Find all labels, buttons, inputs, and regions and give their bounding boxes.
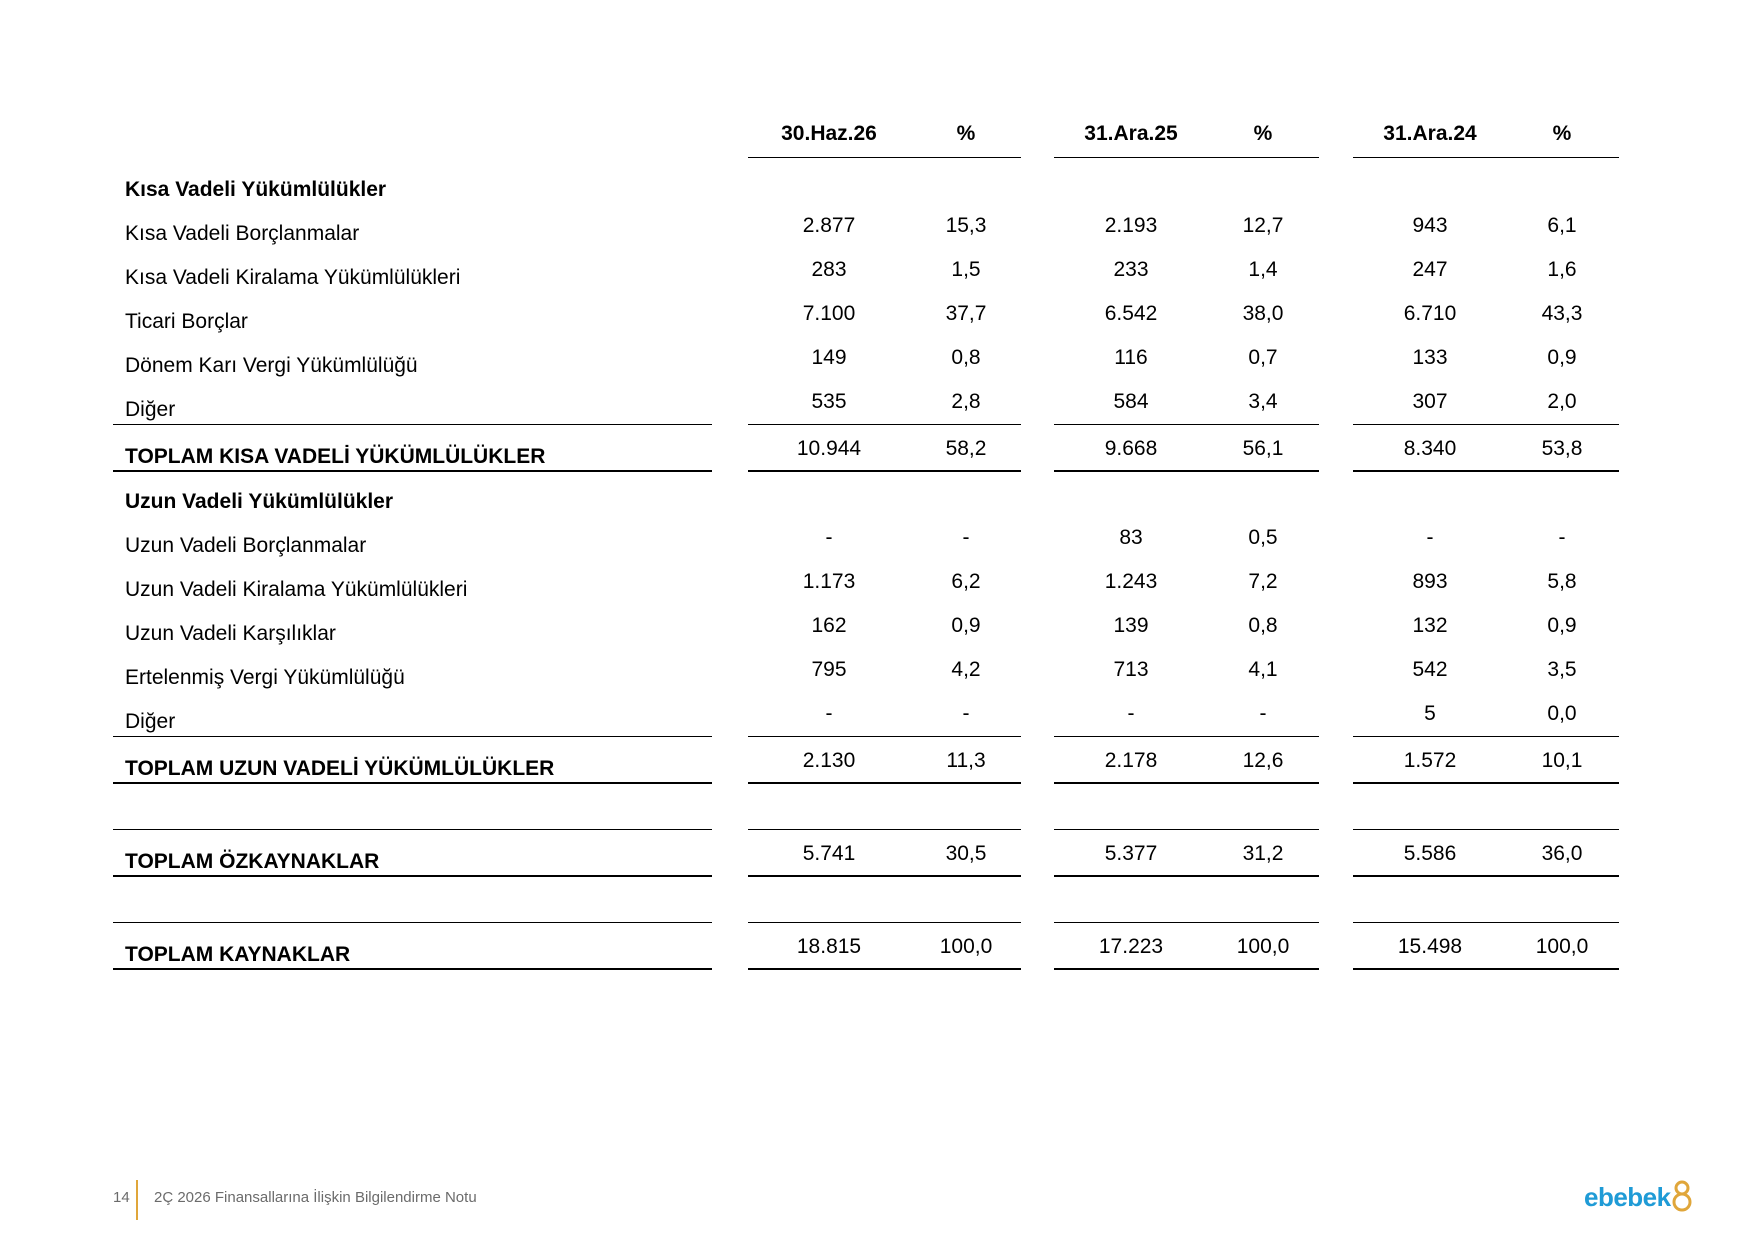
table-cell: 7.100 <box>802 302 856 325</box>
row-label: Kısa Vadeli Yükümlülükler <box>125 178 387 201</box>
table-rule <box>113 922 712 923</box>
footer-title: 2Ç 2026 Finansallarına İlişkin Bilgilendirme Notu <box>154 1189 477 1206</box>
table-rule <box>748 782 1021 784</box>
table-cell: 149 <box>811 346 847 369</box>
table-cell: 37,7 <box>945 302 987 325</box>
table-cell: 0,8 <box>1248 614 1278 637</box>
footer-divider <box>136 1180 138 1220</box>
table-rule <box>1353 875 1619 877</box>
table-cell: 1.243 <box>1104 570 1158 593</box>
row-label: Dönem Karı Vergi Yükümlülüğü <box>125 354 418 377</box>
table-cell: 15,3 <box>945 214 987 237</box>
table-cell: 2,8 <box>951 390 981 413</box>
table-cell: 233 <box>1113 258 1149 281</box>
table-cell: - <box>1259 702 1267 725</box>
column-header: 31.Ara.25 <box>1084 122 1178 145</box>
table-rule <box>1054 782 1319 784</box>
table-cell: 31,2 <box>1242 842 1284 865</box>
table-cell: 132 <box>1412 614 1448 637</box>
table-cell: - <box>825 702 833 725</box>
table-cell: 893 <box>1412 570 1448 593</box>
column-header: % <box>1253 122 1273 145</box>
table-cell: 283 <box>811 258 847 281</box>
table-rule <box>1054 875 1319 877</box>
table-rule <box>1353 736 1619 737</box>
table-rule <box>1054 470 1319 472</box>
table-rule <box>113 829 712 830</box>
table-cell: 4,1 <box>1248 658 1278 681</box>
table-cell: 30,5 <box>945 842 987 865</box>
table-cell: 38,0 <box>1242 302 1284 325</box>
table-rule <box>748 922 1021 923</box>
table-rule <box>1353 968 1619 970</box>
table-rule <box>1054 968 1319 970</box>
table-cell: 5.377 <box>1104 842 1158 865</box>
table-rule <box>748 968 1021 970</box>
table-cell: 2.877 <box>802 214 856 237</box>
table-cell: 943 <box>1412 214 1448 237</box>
table-rule <box>113 782 712 784</box>
table-cell: - <box>962 526 970 549</box>
table-cell: 56,1 <box>1242 437 1284 460</box>
table-cell: 542 <box>1412 658 1448 681</box>
row-label: Uzun Vadeli Yükümlülükler <box>125 490 394 513</box>
table-cell: 795 <box>811 658 847 681</box>
logo-mark-icon <box>1671 1178 1693 1214</box>
table-cell: 7,2 <box>1248 570 1278 593</box>
table-cell: 1.173 <box>802 570 856 593</box>
column-header: % <box>1552 122 1572 145</box>
table-rule <box>113 875 712 877</box>
table-rule <box>113 424 712 425</box>
table-cell: 100,0 <box>939 935 993 958</box>
table-rule <box>1054 736 1319 737</box>
row-label: TOPLAM UZUN VADELİ YÜKÜMLÜLÜKLER <box>125 757 555 780</box>
table-rule <box>1054 829 1319 830</box>
table-cell: 36,0 <box>1541 842 1583 865</box>
table-cell: 2,0 <box>1547 390 1577 413</box>
table-rule <box>748 157 1021 158</box>
row-label: Ertelenmiş Vergi Yükümlülüğü <box>125 666 405 689</box>
logo-wordmark: ebebek <box>1584 1182 1671 1212</box>
row-label: Uzun Vadeli Kiralama Yükümlülükleri <box>125 578 468 601</box>
table-cell: 4,2 <box>951 658 981 681</box>
table-cell: 8.340 <box>1403 437 1457 460</box>
table-cell: 9.668 <box>1104 437 1158 460</box>
table-cell: 0,5 <box>1248 526 1278 549</box>
row-label: Uzun Vadeli Karşılıklar <box>125 622 336 645</box>
table-rule <box>1353 157 1619 158</box>
table-cell: 139 <box>1113 614 1149 637</box>
table-cell: 3,4 <box>1248 390 1278 413</box>
table-cell: - <box>1426 526 1434 549</box>
table-cell: 0,7 <box>1248 346 1278 369</box>
table-cell: 18.815 <box>796 935 862 958</box>
row-label: Kısa Vadeli Borçlanmalar <box>125 222 360 245</box>
table-cell: 2.193 <box>1104 214 1158 237</box>
table-cell: 1.572 <box>1403 749 1457 772</box>
table-cell: 10,1 <box>1541 749 1583 772</box>
table-cell: 5.741 <box>802 842 856 865</box>
column-header: 30.Haz.26 <box>781 122 877 145</box>
row-label: Kısa Vadeli Kiralama Yükümlülükleri <box>125 266 461 289</box>
table-cell: 133 <box>1412 346 1448 369</box>
table-cell: 6,2 <box>951 570 981 593</box>
table-cell: 6,1 <box>1547 214 1577 237</box>
table-rule <box>1353 829 1619 830</box>
table-rule <box>748 470 1021 472</box>
table-rule <box>1054 922 1319 923</box>
table-cell: 5,8 <box>1547 570 1577 593</box>
table-cell: 10.944 <box>796 437 862 460</box>
table-cell: 12,7 <box>1242 214 1284 237</box>
table-cell: 2.178 <box>1104 749 1158 772</box>
table-cell: 5 <box>1424 702 1436 725</box>
table-cell: 1,5 <box>951 258 981 281</box>
row-label: Diğer <box>125 710 176 733</box>
table-rule <box>113 736 712 737</box>
table-cell: 100,0 <box>1535 935 1589 958</box>
table-cell: 11,3 <box>946 749 986 772</box>
table-cell: 1,4 <box>1248 258 1278 281</box>
row-label: Ticari Borçlar <box>125 310 248 333</box>
table-cell: 6.542 <box>1104 302 1158 325</box>
table-cell: 5.586 <box>1403 842 1457 865</box>
table-cell: - <box>825 526 833 549</box>
column-header: % <box>956 122 976 145</box>
table-rule <box>748 875 1021 877</box>
row-label: TOPLAM ÖZKAYNAKLAR <box>125 850 380 873</box>
row-label: Uzun Vadeli Borçlanmalar <box>125 534 367 557</box>
table-cell: 307 <box>1412 390 1448 413</box>
ebebek-logo <box>1584 1178 1694 1218</box>
table-cell: - <box>962 702 970 725</box>
table-cell: 15.498 <box>1397 935 1463 958</box>
table-cell: 535 <box>811 390 847 413</box>
table-cell: 162 <box>811 614 847 637</box>
table-rule <box>113 470 712 472</box>
table-rule <box>1353 922 1619 923</box>
table-cell: 0,9 <box>1547 346 1577 369</box>
table-rule <box>748 424 1021 425</box>
table-cell: 12,6 <box>1242 749 1284 772</box>
page-number: 14 <box>113 1189 130 1206</box>
table-cell: 43,3 <box>1541 302 1583 325</box>
row-label: TOPLAM KISA VADELİ YÜKÜMLÜLÜKLER <box>125 445 546 468</box>
table-cell: 247 <box>1412 258 1448 281</box>
table-cell: 116 <box>1114 346 1148 369</box>
table-cell: 0,9 <box>951 614 981 637</box>
table-cell: 0,8 <box>951 346 981 369</box>
table-cell: 1,6 <box>1547 258 1577 281</box>
table-rule <box>1054 424 1319 425</box>
table-cell: 0,9 <box>1547 614 1577 637</box>
table-rule <box>1353 424 1619 425</box>
table-cell: 713 <box>1113 658 1149 681</box>
table-cell: 53,8 <box>1541 437 1583 460</box>
table-cell: 2.130 <box>802 749 856 772</box>
table-rule <box>1353 470 1619 472</box>
table-cell: 58,2 <box>945 437 987 460</box>
table-cell: 17.223 <box>1098 935 1164 958</box>
table-cell: 6.710 <box>1403 302 1457 325</box>
row-label: Diğer <box>125 398 176 421</box>
column-header: 31.Ara.24 <box>1383 122 1477 145</box>
table-cell: - <box>1127 702 1135 725</box>
table-cell: 3,5 <box>1547 658 1577 681</box>
table-rule <box>113 968 712 970</box>
table-rule <box>748 736 1021 737</box>
table-cell: 100,0 <box>1236 935 1290 958</box>
row-label: TOPLAM KAYNAKLAR <box>125 943 351 966</box>
table-rule <box>748 829 1021 830</box>
table-cell: - <box>1558 526 1566 549</box>
table-cell: 0,0 <box>1547 702 1577 725</box>
table-rule <box>1054 157 1319 158</box>
table-cell: 83 <box>1119 526 1143 549</box>
table-rule <box>1353 782 1619 784</box>
table-cell: 584 <box>1113 390 1149 413</box>
